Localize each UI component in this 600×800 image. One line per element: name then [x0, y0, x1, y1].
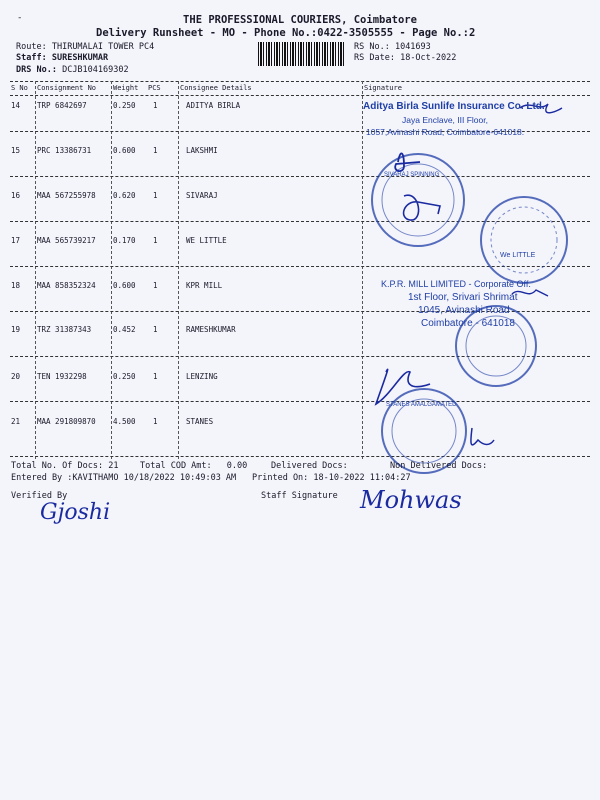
aditya-stamp-line1: Aditya Birla Sunlife Insurance Co. Ltd.	[363, 101, 545, 112]
drs-label: DRS No.:	[16, 65, 57, 75]
welittle-stamp-icon	[481, 197, 567, 283]
col-header-consignment: Consignment No	[37, 84, 97, 92]
signature-21-icon	[471, 428, 494, 445]
col-header-weight: Weight	[113, 84, 139, 92]
row-consignee: ADITYA BIRLA	[186, 101, 241, 110]
row-weight: 0.170	[113, 236, 136, 245]
row-consignment: TRP 6842697	[37, 101, 87, 110]
company-title: THE PROFESSIONAL COURIERS, Coimbatore	[183, 14, 417, 26]
rs-no-label: RS No.:	[354, 42, 390, 52]
kpr-stamp-line4: Coimbatore - 641018	[421, 318, 515, 329]
row-consignee: RAMESHKUMAR	[186, 325, 236, 334]
verified-signature: Gjoshi	[40, 500, 111, 525]
cod-value: 0.00	[226, 461, 248, 471]
row-sno: 20	[11, 372, 21, 381]
total-docs-label: Total No. Of Docs:	[11, 461, 104, 471]
row-weight: 0.250	[113, 372, 136, 381]
row-consignee: LENZING	[186, 372, 218, 381]
total-docs	[11, 461, 119, 471]
row-consignment: MAA 565739217	[37, 236, 96, 245]
non-delivered-docs: Non Delivered Docs:	[390, 461, 488, 471]
rs-date-label: RS Date:	[354, 53, 395, 63]
row-sno: 19	[11, 325, 21, 334]
row-sno: 16	[11, 191, 21, 200]
row-sno: 21	[11, 417, 21, 426]
row-pcs: 1	[153, 191, 158, 200]
staff-signature: Mohwas	[360, 486, 462, 514]
staff-value: SURESHKUMAR	[51, 53, 109, 63]
rs-no-value: 1041693	[394, 42, 431, 52]
aditya-stamp-line3: 1057,Avinashi Road, Coimbatore-641018.	[366, 127, 525, 137]
row-consignee: SIVARAJ	[186, 191, 218, 200]
row-weight: 0.600	[113, 281, 136, 290]
row-pcs: 1	[153, 146, 158, 155]
row-pcs: 1	[153, 417, 158, 426]
row-consignment: MAA 567255978	[37, 191, 96, 200]
row-pcs: 1	[153, 101, 158, 110]
entered-by: Entered By :KAVITHAMO 10/18/2022 10:49:03 AM	[11, 473, 237, 483]
stanes-stamp-text: STANES AMALGAMATED	[386, 402, 457, 408]
sivaraj-stamp-text: SIVARAJ SPINNING	[384, 172, 440, 178]
row-pcs: 1	[153, 236, 158, 245]
row-consignment: TRZ 31387343	[37, 325, 92, 334]
cod-label: Total COD Amt:	[140, 461, 212, 471]
row-consignment: TEN 1932298	[37, 372, 87, 381]
welittle-stamp-inner-icon	[491, 207, 557, 273]
delivered-docs: Delivered Docs:	[271, 461, 348, 471]
verified-by-label: Verified By	[11, 491, 68, 501]
col-header-signature: Signature	[364, 84, 402, 92]
kpr-stamp-line2: 1st Floor, Srivari Shrimat	[408, 292, 518, 303]
corner-mark: -	[17, 13, 23, 23]
drs-value: DCJB104169302	[62, 65, 129, 75]
row-consignment: MAA 291809870	[37, 417, 96, 426]
row-consignee: STANES	[186, 417, 214, 426]
kpr-stamp-line1: K.P.R. MILL LIMITED - Corporate Off.	[381, 279, 531, 289]
stanes-stamp-inner-icon	[392, 399, 456, 463]
row-consignee: KPR MILL	[186, 281, 223, 290]
row-weight: 0.620	[113, 191, 136, 200]
row-consignment: MAA 858352324	[37, 281, 96, 290]
row-consignment: PRC 13386731	[37, 146, 92, 155]
row-consignee: WE LITTLE	[186, 236, 227, 245]
row-sno: 17	[11, 236, 21, 245]
col-header-consignee: Consignee Details	[180, 84, 252, 92]
total-cod	[140, 461, 247, 471]
row-consignee: LAKSHMI	[186, 146, 218, 155]
staff-signature-label: Staff Signature	[261, 491, 338, 501]
row-pcs: 1	[153, 325, 158, 334]
row-sno: 18	[11, 281, 21, 290]
printed-on: Printed On: 18-10-2022 11:04:27	[252, 473, 411, 483]
route-value: THIRUMALAI TOWER PC4	[51, 42, 155, 52]
runsheet-title: Delivery Runsheet - MO - Phone No.:0422-3505555 - Page No.:2	[96, 27, 476, 39]
staff-label: Staff:	[16, 53, 47, 63]
aditya-stamp-line2: Jaya Enclave, III Floor,	[402, 115, 488, 125]
row-pcs: 1	[153, 372, 158, 381]
row-sno: 14	[11, 101, 21, 110]
total-docs-value: 21	[108, 461, 119, 471]
col-header-pcs: PCS	[148, 84, 161, 92]
row-weight: 4.500	[113, 417, 136, 426]
signature-16-icon	[404, 195, 440, 220]
col-header-sno: S No	[11, 84, 28, 92]
row-sno: 15	[11, 146, 21, 155]
sivaraj-stamp-icon	[372, 154, 464, 246]
kpr-stamp-line3: 1045, Avinashi Road	[418, 305, 510, 316]
route-label: Route:	[16, 42, 47, 52]
row-weight: 0.452	[113, 325, 136, 334]
row-pcs: 1	[153, 281, 158, 290]
welittle-stamp-text: We LITTLE	[500, 252, 536, 259]
row-weight: 0.250	[113, 101, 136, 110]
row-weight: 0.600	[113, 146, 136, 155]
rs-date-value: 18-Oct-2022	[400, 53, 457, 63]
